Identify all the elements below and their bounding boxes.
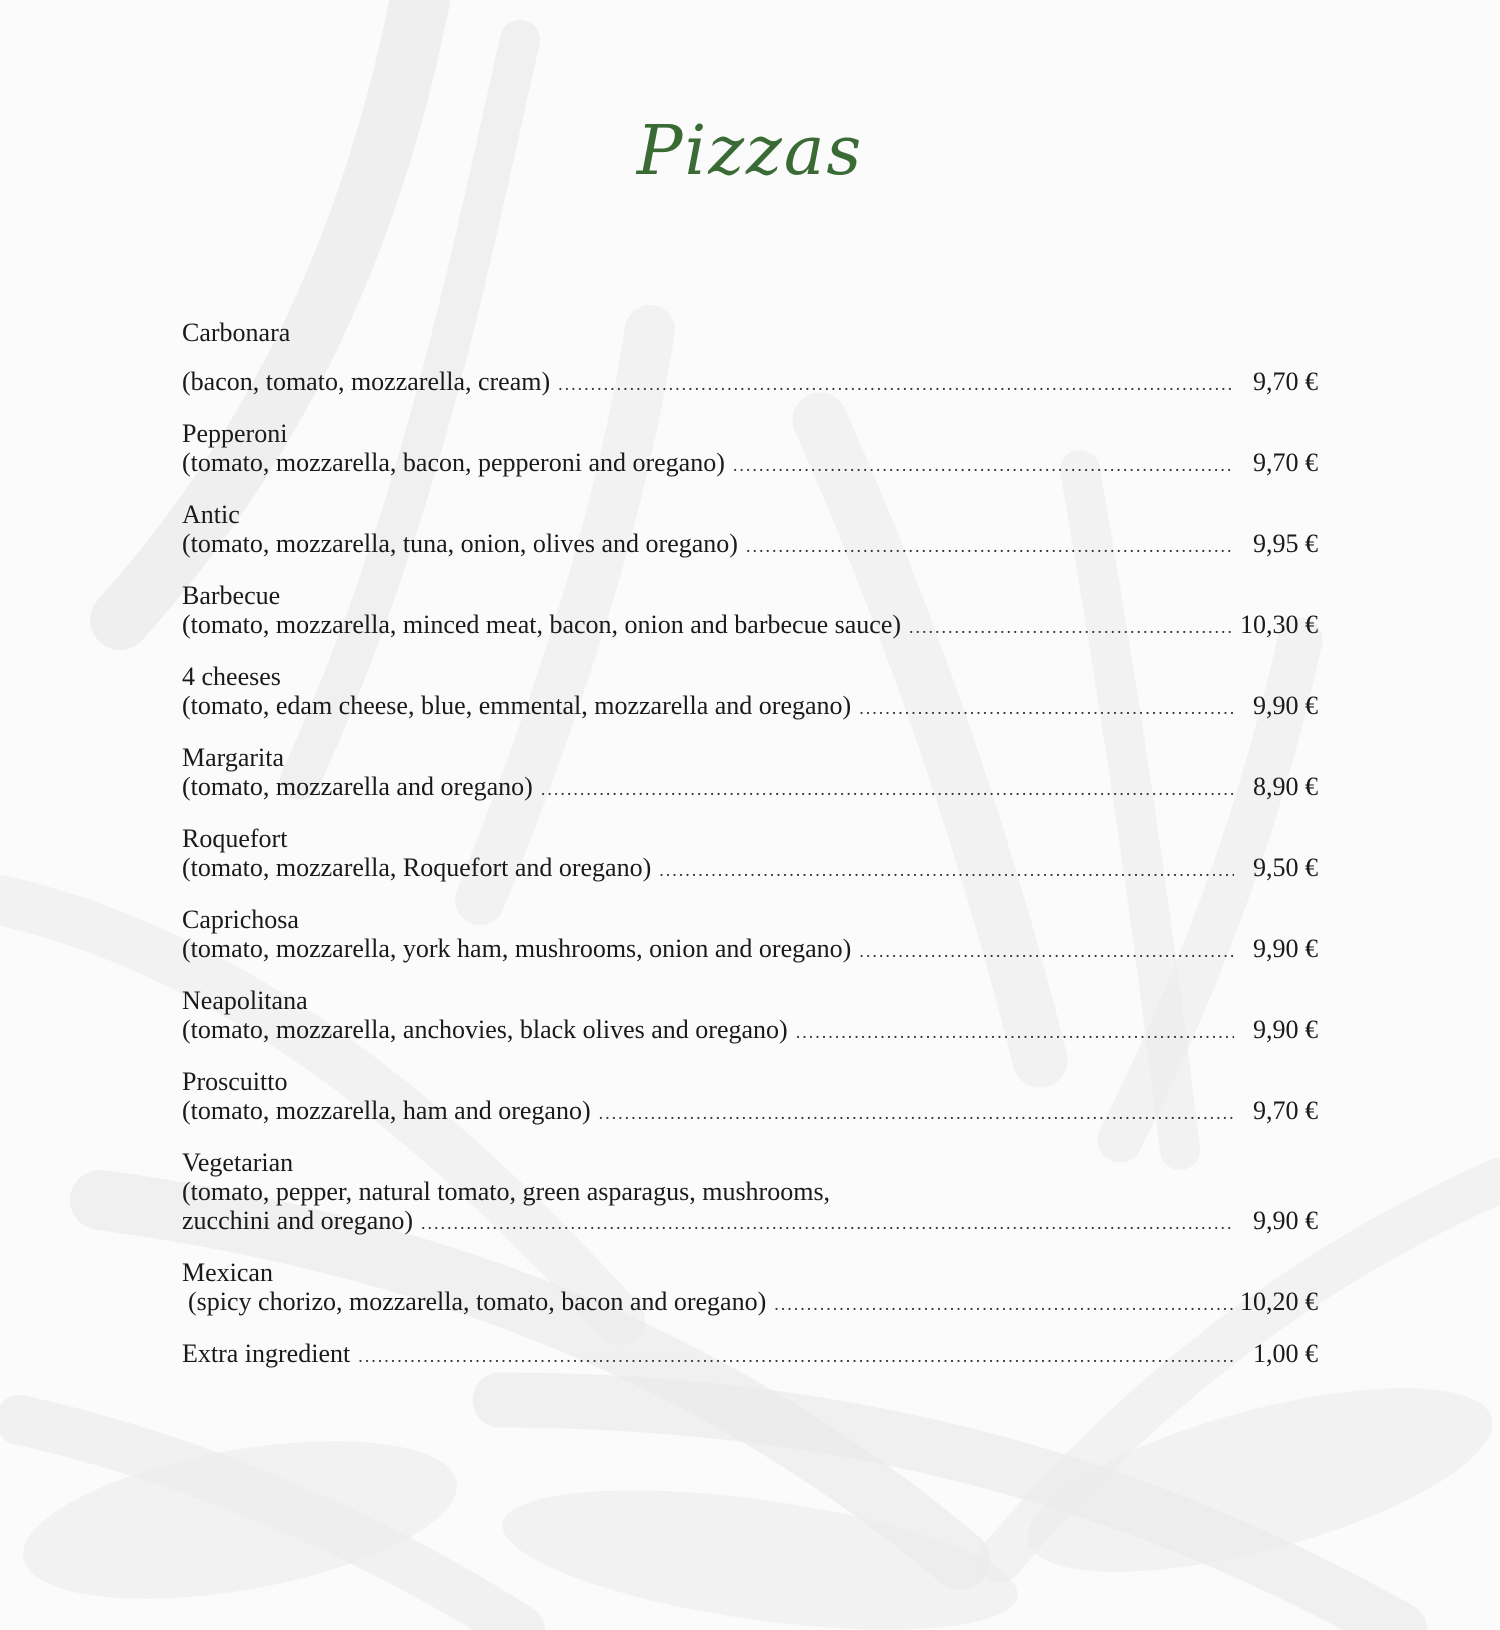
item-price: 9,70 €	[1253, 1096, 1318, 1125]
item-price-row	[182, 529, 1318, 561]
dot-leader	[358, 1342, 1234, 1371]
menu-item-pepperoni	[182, 419, 1318, 480]
item-description: (tomato, mozzarella and oregano)	[182, 772, 533, 801]
item-price: 9,50 €	[1253, 853, 1318, 882]
dot-leader	[659, 856, 1234, 885]
item-name: Carbonara	[182, 318, 291, 347]
item-price-row	[182, 772, 1318, 804]
item-description: (tomato, mozzarella, minced meat, bacon, onion and barbecue sauce)	[182, 610, 902, 639]
item-description: (tomato, mozzarella, ham and oregano)	[182, 1096, 591, 1125]
dot-leader	[909, 613, 1234, 642]
item-price-row	[182, 1206, 1318, 1238]
menu-item-mexican	[182, 1258, 1318, 1319]
item-price: 9,95 €	[1253, 529, 1318, 558]
item-price-row	[182, 1096, 1318, 1128]
menu-item-caprichosa	[182, 905, 1318, 966]
dot-leader	[599, 1099, 1234, 1128]
pizza-menu-list	[182, 318, 1318, 1391]
item-name: Caprichosa	[182, 905, 299, 934]
menu-item-carbonara	[182, 318, 1318, 399]
page-title: Pizzas	[636, 112, 864, 191]
dot-leader	[859, 937, 1234, 966]
item-description: (tomato, edam cheese, blue, emmental, mozzarella and oregano)	[182, 691, 852, 720]
item-price-row	[182, 691, 1318, 723]
item-description: (tomato, mozzarella, bacon, pepperoni and oregano)	[182, 448, 725, 477]
item-name: Antic	[182, 500, 240, 529]
item-name: Proscuitto	[182, 1067, 288, 1096]
item-price: 8,90 €	[1253, 772, 1318, 801]
menu-item-margarita	[182, 743, 1318, 804]
menu-item-roquefort	[182, 824, 1318, 885]
item-description: (spicy chorizo, mozzarella, tomato, bacon and oregano)	[188, 1287, 767, 1316]
item-name: Margarita	[182, 743, 285, 772]
item-price-row	[182, 367, 1318, 399]
dot-leader	[541, 775, 1234, 804]
menu-item-neapolitana	[182, 986, 1318, 1047]
item-name: Roquefort	[182, 824, 288, 853]
menu-item-barbecue	[182, 581, 1318, 642]
item-name: Vegetarian	[182, 1148, 294, 1177]
dot-leader	[733, 451, 1234, 480]
item-name: Pepperoni	[182, 419, 288, 448]
item-description-line: (tomato, pepper, natural tomato, green asparagus, mushrooms,	[182, 1177, 831, 1206]
item-price-row	[182, 934, 1318, 966]
dot-leader	[859, 694, 1234, 723]
dot-leader	[796, 1018, 1234, 1047]
item-price-row	[182, 1287, 1318, 1319]
item-description: zucchini and oregano)	[182, 1206, 414, 1235]
item-price: 9,90 €	[1253, 691, 1318, 720]
item-description: (tomato, mozzarella, york ham, mushrooms, onion and oregano)	[182, 934, 852, 963]
extra-ingredient-label: Extra ingredient	[182, 1339, 351, 1368]
dot-leader	[421, 1209, 1234, 1238]
item-description: (tomato, mozzarella, anchovies, black olives and oregano)	[182, 1015, 788, 1044]
item-price-row	[182, 853, 1318, 885]
item-price: 10,30 €	[1240, 610, 1318, 639]
menu-item-proscuitto	[182, 1067, 1318, 1128]
item-name: Neapolitana	[182, 986, 308, 1015]
menu-item-extra-ingredient	[182, 1339, 1318, 1371]
item-description: (tomato, mozzarella, tuna, onion, olives and oregano)	[182, 529, 738, 558]
item-price: 9,70 €	[1253, 448, 1318, 477]
item-description: (bacon, tomato, mozzarella, cream)	[182, 367, 551, 396]
item-price: 9,90 €	[1253, 1015, 1318, 1044]
item-name: Barbecue	[182, 581, 281, 610]
item-price-row	[182, 1015, 1318, 1047]
item-price: 9,90 €	[1253, 934, 1318, 963]
item-price-row	[182, 610, 1318, 642]
item-price: 10,20 €	[1240, 1287, 1318, 1316]
menu-item-4-cheeses	[182, 662, 1318, 723]
item-name: Mexican	[182, 1258, 273, 1287]
item-price: 9,90 €	[1253, 1206, 1318, 1235]
dot-leader	[746, 532, 1234, 561]
item-name: 4 cheeses	[182, 662, 281, 691]
item-price-row	[182, 448, 1318, 480]
dot-leader	[558, 370, 1234, 399]
item-price: 9,70 €	[1253, 367, 1318, 396]
menu-item-antic	[182, 500, 1318, 561]
menu-item-vegetarian	[182, 1148, 1318, 1238]
extra-ingredient-price: 1,00 €	[1253, 1339, 1318, 1368]
item-description: (tomato, mozzarella, Roquefort and oregano)	[182, 853, 652, 882]
item-price-row	[182, 1339, 1318, 1371]
dot-leader	[774, 1290, 1234, 1319]
